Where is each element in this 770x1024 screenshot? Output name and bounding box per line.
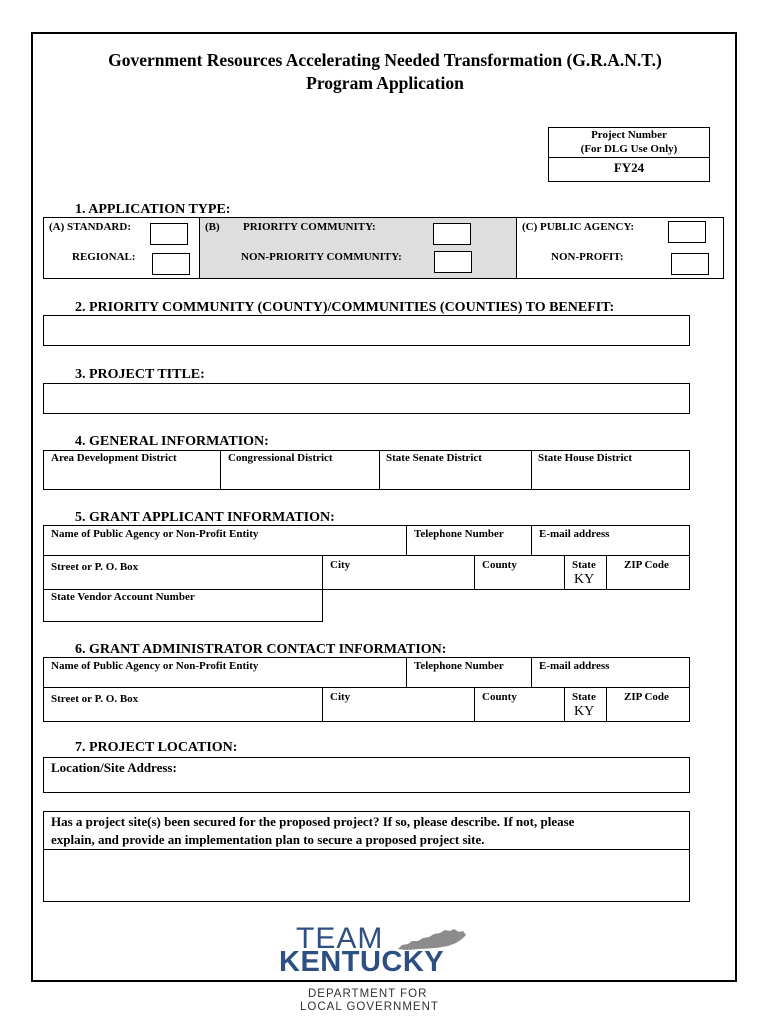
public-agency-label: (C) PUBLIC AGENCY: [522,221,635,233]
state-house-district-field[interactable]: State House District [538,452,633,464]
standard-checkbox[interactable] [150,223,188,245]
admin-phone-label: Telephone Number [414,660,504,672]
form-subtitle: Program Application [306,73,464,93]
non-priority-community-label: NON-PRIORITY COMMUNITY: [241,251,402,263]
public-agency-checkbox[interactable] [668,221,706,243]
non-profit-label: NON-PROFIT: [551,251,624,263]
regional-checkbox[interactable] [152,253,190,275]
project-site-question-line1: Has a project site(s) been secured for the proposed project? If so, please describe. If not, please [51,814,575,829]
applicant-email-label: E-mail address [539,528,610,540]
admin-street-label: Street or P. O. Box [51,693,139,705]
project-number-value: FY24 [613,160,645,175]
priority-community-label: PRIORITY COMMUNITY: [243,221,376,233]
state-senate-district-field[interactable]: State Senate District [386,452,482,464]
admin-state-value: KY [574,704,595,719]
project-title-field[interactable] [43,383,690,414]
admin-name-label: Name of Public Agency or Non-Profit Entity [51,660,259,672]
section-7-header: 7. PROJECT LOCATION: [75,740,238,755]
location-address-label: Location/Site Address: [51,760,177,775]
applicant-name-label: Name of Public Agency or Non-Profit Entity [51,528,259,540]
admin-state-label: State [572,691,596,703]
non-priority-community-checkbox[interactable] [434,251,472,273]
project-number-box [548,127,710,182]
project-number-label: Project Number [591,129,667,141]
non-profit-checkbox[interactable] [671,253,709,275]
regional-label: REGIONAL: [72,251,136,263]
admin-zip-label: ZIP Code [624,691,669,703]
priority-community-field[interactable] [43,315,690,346]
form-title: Government Resources Accelerating Needed Transformation (G.R.A.N.T.) [108,50,662,70]
applicant-street-label: Street or P. O. Box [51,561,139,573]
applicant-city-label: City [330,559,351,571]
project-site-question-line2: explain, and provide an implementation plan to secure a proposed project site. [51,832,485,847]
team-logo-text: TEAM [296,922,384,955]
section-6-header: 6. GRANT ADMINISTRATOR CONTACT INFORMATION: [75,642,447,657]
section-3-header: 3. PROJECT TITLE: [75,367,205,382]
area-development-district-field[interactable]: Area Development District [51,452,177,464]
congressional-district-field[interactable]: Congressional District [228,452,333,464]
applicant-zip-label: ZIP Code [624,559,669,571]
section-2-header: 2. PRIORITY COMMUNITY (COUNTY)/COMMUNITIES (COUNTIES) TO BENEFIT: [75,300,615,315]
department-label-line2: LOCAL GOVERNMENT [300,1001,439,1013]
admin-email-label: E-mail address [539,660,610,672]
priority-community-checkbox[interactable] [433,223,471,245]
admin-city-label: City [330,691,351,703]
department-label-line1: DEPARTMENT FOR [308,988,428,1000]
applicant-state-label: State [572,559,596,571]
project-number-sublabel: (For DLG Use Only) [580,143,678,155]
section-1-header: 1. APPLICATION TYPE: [75,202,231,217]
vendor-account-label: State Vendor Account Number [51,591,195,603]
section-4-header: 4. GENERAL INFORMATION: [75,434,269,449]
standard-label: (A) STANDARD: [49,221,131,233]
applicant-county-label: County [482,559,517,571]
kentucky-logo-text: KENTUCKY [279,946,445,978]
option-b-label: (B) [205,221,220,233]
section-5-header: 5. GRANT APPLICANT INFORMATION: [75,510,335,525]
admin-county-label: County [482,691,517,703]
applicant-phone-label: Telephone Number [414,528,504,540]
project-site-answer-field[interactable] [44,850,689,901]
applicant-state-value: KY [574,572,595,587]
